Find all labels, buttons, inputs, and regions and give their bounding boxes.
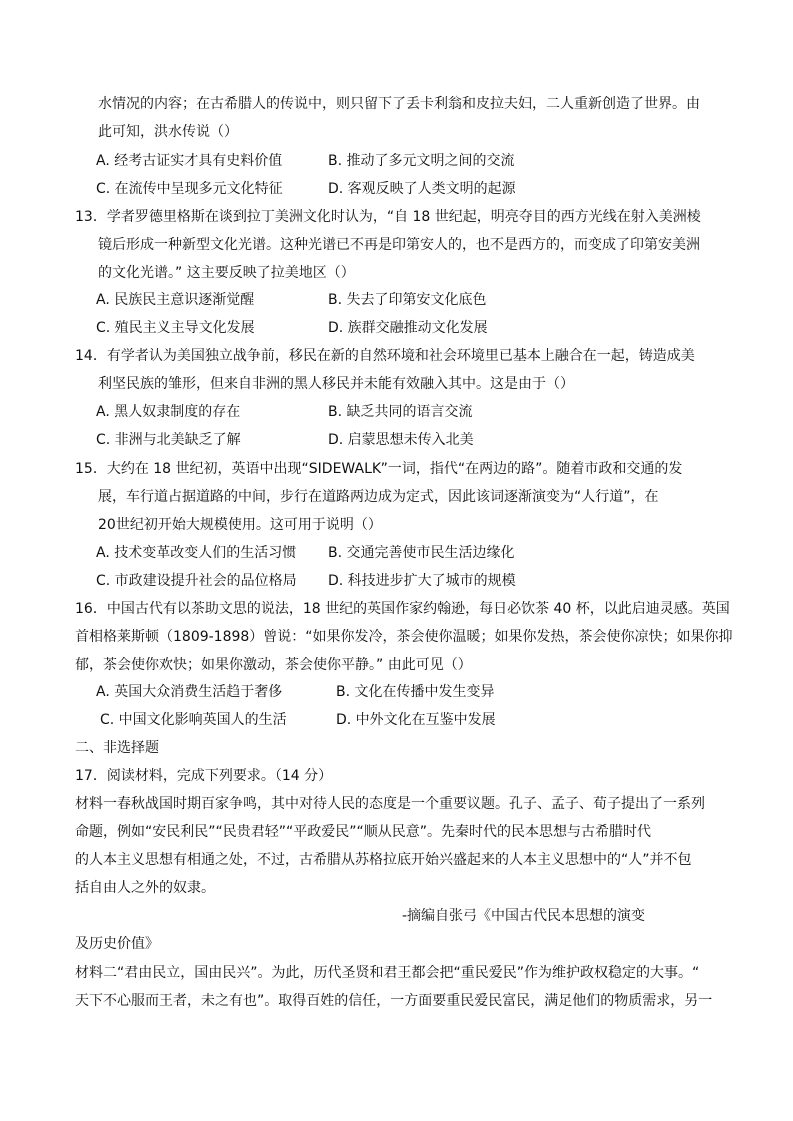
q13-text-line-2: 镜后形成一种新型文化光谱。这种光谱已不再是印第安人的，也不是西方的，而变成了印第安美洲 (98, 237, 700, 253)
q17-material1-line-4: 括自由人之外的奴隶。 (75, 880, 215, 896)
q15-option-c: C. 市政建设提升社会的品位格局 (96, 573, 297, 589)
q16-text-line-3: 郁，茶会使你欢快；如果你激动，茶会使你平静。” 由此可见（） (75, 657, 472, 673)
q13-text-line-3: 的文化光谱。” 这主要反映了拉美地区（） (98, 265, 355, 281)
q14-text-line-2: 利坚民族的雏形，但来自非洲的黑人移民并未能有效融入其中。这是由于（） (98, 376, 574, 392)
q17-material1-line-2: 命题，例如“安民利民”“民贵君轻”“平政爱民”“顺从民意”。先秦时代的民本思想与古希腊时代 (75, 824, 652, 840)
q16-option-c: C. 中国文化影响英国人的生活 (100, 712, 287, 728)
q12-text-line-2: 此可知，洪水传说（） (98, 124, 238, 140)
q15-option-b: B. 交通完善使市民生活边缘化 (328, 545, 515, 561)
q16-text-line-1: 16．中国古代有以茶助文思的说法，18 世纪的英国作家约翰逊，每日必饮茶 40 杯，以此启迪灵感。英国 (75, 601, 730, 617)
q17-material2-line-1: 材料二“君由民立，国由民兴”。为此，历代圣贤和君王都会把“重民爱民”作为维护政权稳定的大事。“ (75, 965, 700, 981)
q17-material1-line-3: 的人本主义思想有相通之处，不过，古希腊从苏格拉底开始兴盛起来的人本主义思想中的“人”并不包 (75, 852, 692, 868)
q12-text-line-1: 水情况的内容；在古希腊人的传说中，则只留下了丢卡利翁和皮拉夫妇，二人重新创造了世界。由 (98, 96, 700, 112)
q17-material2-line-2: 天下不心服而王者，未之有也”。取得百姓的信任，一方面要重民爱民富民，满足他们的物质需求，另一 (75, 993, 713, 1009)
q16-option-a: A. 英国大众消费生活趋于奢侈 (96, 684, 283, 700)
q14-option-b: B. 缺乏共同的语言交流 (328, 404, 473, 420)
q14-option-c: C. 非洲与北美缺乏了解 (96, 432, 241, 448)
q15-text-line-2: 展，车行道占据道路的中间，步行在道路两边成为定式，因此该词逐渐演变为“人行道”，在 (98, 489, 659, 505)
q13-text-line-1: 13．学者罗德里格斯在谈到拉丁美洲文化时认为，“自 18 世纪起，明亮夺目的西方光线在射入美洲棱 (75, 209, 701, 225)
q12-option-a: A. 经考古证实才具有史料价值 (96, 153, 283, 169)
q13-option-a: A. 民族民主意识逐渐觉醒 (96, 292, 255, 308)
q17-material1-line-1: 材料一春秋战国时期百家争鸣，其中对待人民的态度是一个重要议题。孔子、孟子、荀子提出了一系列 (75, 796, 705, 812)
q16-text-line-2: 首相格莱斯顿（1809-1898）曾说：“如果你发冷，茶会使你温暖；如果你发热，茶会使你凉快；如果你抑 (75, 629, 733, 645)
q13-option-b: B. 失去了印第安文化底色 (328, 292, 487, 308)
q15-text-line-1: 15．大约在 18 世纪初，英语中出现“SIDEWALK”一词，指代“在两边的路”。随着市政和交通的发 (75, 461, 683, 477)
q17-source-line-1: -摘编自张弓《中国古代民本思想的演变 (402, 908, 646, 924)
section-heading: 二、非选择题 (75, 740, 159, 756)
q15-option-d: D. 科技进步扩大了城市的规模 (328, 573, 516, 589)
q17-title: 17．阅读材料，完成下列要求。（14 分） (75, 768, 333, 784)
q13-option-d: D. 族群交融推动文化发展 (328, 320, 488, 336)
q12-option-b: B. 推动了多元文明之间的交流 (328, 153, 515, 169)
q16-option-d: D. 中外文化在互鉴中发展 (336, 712, 496, 728)
q15-text-line-3: 20世纪初开始大规模使用。这可用于说明（） (98, 517, 382, 533)
q12-option-c: C. 在流传中呈现多元文化特征 (96, 181, 283, 197)
q14-text-line-1: 14．有学者认为美国独立战争前，移民在新的自然环境和社会环境里已基本上融合在一起，铸造成美 (75, 348, 695, 364)
q13-option-c: C. 殖民主义主导文化发展 (96, 320, 255, 336)
q12-option-d: D. 客观反映了人类文明的起源 (328, 181, 516, 197)
q17-source-line-2: 及历史价值》 (75, 936, 159, 952)
q15-option-a: A. 技术变革改变人们的生活习惯 (96, 545, 297, 561)
q14-option-d: D. 启蒙思想未传入北美 (328, 432, 474, 448)
q16-option-b: B. 文化在传播中发生变异 (336, 684, 495, 700)
q14-option-a: A. 黑人奴隶制度的存在 (96, 404, 241, 420)
